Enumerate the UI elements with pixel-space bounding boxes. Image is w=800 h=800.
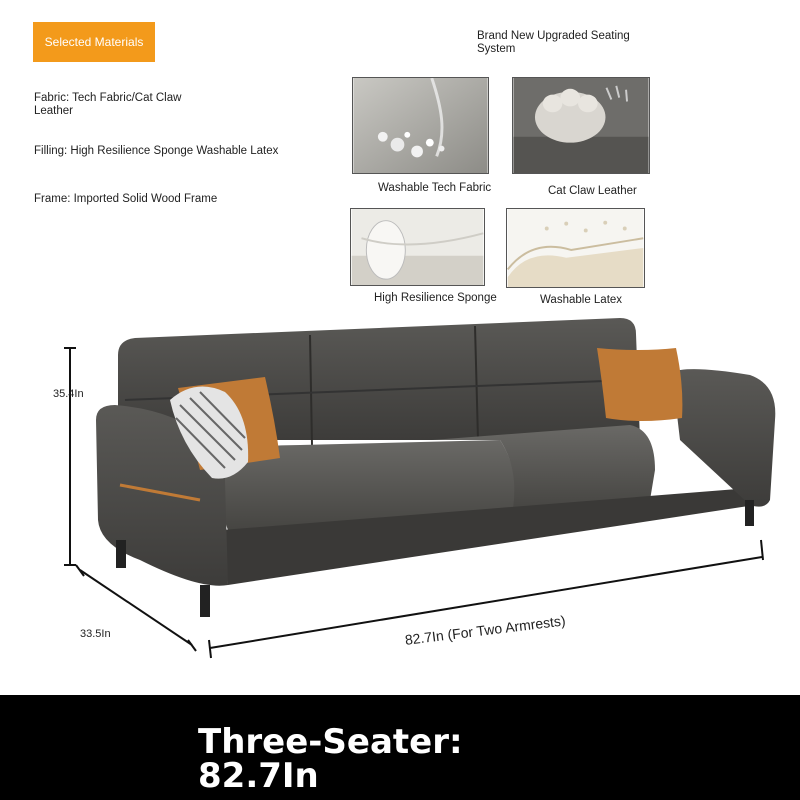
water-drop-fabric-icon <box>352 77 489 174</box>
cat-paw-icon <box>512 77 650 174</box>
footer-title-line2: 82.7In <box>198 756 319 796</box>
width-dimension-label: 82.7In (For Two Armrests) <box>404 612 567 648</box>
caption-sponge: High Resilience Sponge <box>374 292 497 304</box>
footer-title-line1: Three-Seater: <box>198 722 463 762</box>
sofa-illustration <box>0 300 800 680</box>
sponge-icon <box>350 208 485 286</box>
spec-fabric: Fabric: Tech Fabric/Cat Claw Leather <box>34 92 182 117</box>
caption-washable-latex: Washable Latex <box>540 294 623 306</box>
latex-icon <box>506 208 645 288</box>
caption-tech-fabric: Washable Tech Fabric <box>378 182 492 194</box>
spec-filling: Filling: High Resilience Sponge Washable Latex <box>34 145 279 157</box>
footer-banner <box>0 695 800 800</box>
spec-frame: Frame: Imported Solid Wood Frame <box>34 193 218 205</box>
selected-materials-badge <box>33 22 155 62</box>
height-dimension-label: 35.4In <box>53 388 84 400</box>
depth-dimension-label: 33.5In <box>80 628 111 640</box>
caption-cat-claw-leather: Cat Claw Leather <box>548 185 637 197</box>
seating-system-headline: Brand New Upgraded Seating System <box>477 30 630 55</box>
footer-title <box>198 722 463 796</box>
badge-label: Selected Materials <box>44 35 144 49</box>
